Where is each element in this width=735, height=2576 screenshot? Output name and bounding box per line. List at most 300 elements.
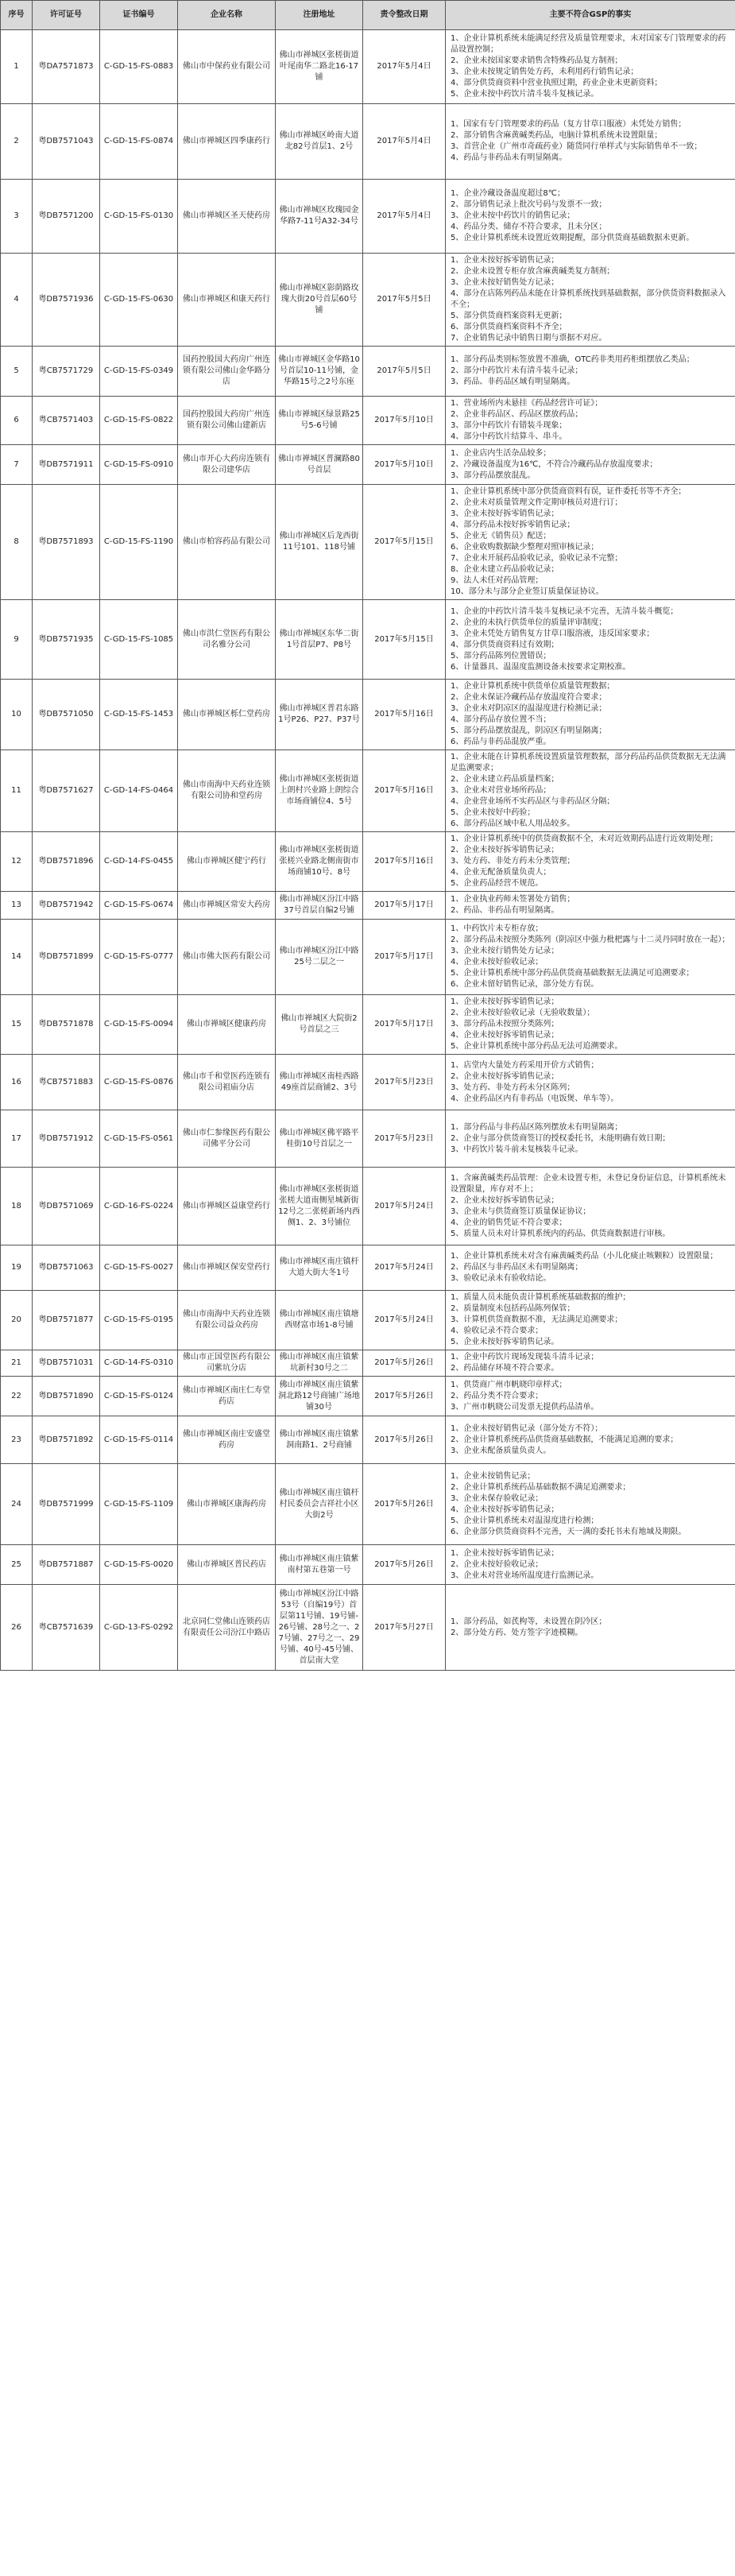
fact-line: 7、企业销售记录中销售日期与票据不对应。 bbox=[451, 334, 607, 343]
cell-facts bbox=[446, 832, 735, 892]
header-name: 企业名称 bbox=[178, 1, 276, 30]
fact-line: 3、药品、非药品区域有明显隔离。 bbox=[451, 378, 575, 386]
cell-name: 佛山市禅城区健宁药行 bbox=[178, 832, 276, 892]
cell-name: 佛山市开心大药房连锁有限公司建华店 bbox=[178, 445, 276, 485]
cell-name: 佛山市禅城区健康药房 bbox=[178, 995, 276, 1055]
cell-license: 粤DB7571877 bbox=[33, 1291, 100, 1350]
cell-address: 佛山市禅城区南庄镇杆村民委员会吉祥社小区大街2号 bbox=[276, 1464, 363, 1545]
cell-address: 佛山市禅城区影荫路玫瑰大街20号首层60号铺 bbox=[276, 254, 363, 347]
fact-line: 3、部分药品未按照分类陈列； bbox=[451, 1020, 559, 1028]
fact-line: 1、质量人员未能负责计算机系统基础数据的维护； bbox=[451, 1293, 631, 1302]
cell-facts bbox=[446, 347, 735, 397]
cell-name: 国药控股国大药房广州连锁有限公司佛山建新店 bbox=[178, 397, 276, 445]
fact-line: 2、企业未保证冷藏药品存放温度符合要求； bbox=[451, 693, 607, 702]
fact-line: 1、部分药品类别标签放置不准确，OTC药非类用药柜组摆放乙类品； bbox=[451, 355, 694, 364]
fact-line: 4、企业营业场所不实药品区与非药品区分隔； bbox=[451, 797, 615, 806]
cell-date: 2017年5月27日 bbox=[363, 1585, 446, 1671]
cell-facts bbox=[446, 750, 735, 832]
fact-line: 1、企业的中药饮片清斗装斗复核记录不完善，无清斗装斗概览； bbox=[451, 606, 679, 616]
table-row bbox=[1, 832, 735, 892]
cell-facts bbox=[446, 30, 735, 104]
cell-facts bbox=[446, 1464, 735, 1545]
cell-no: 15 bbox=[1, 995, 33, 1055]
cell-name: 佛山市禅城区普民药店 bbox=[178, 1545, 276, 1585]
cell-license: 粤DB7571890 bbox=[33, 1377, 100, 1416]
cell-no: 13 bbox=[1, 892, 33, 920]
cell-name: 佛山市中保药业有限公司 bbox=[178, 30, 276, 104]
fact-line: 6、企业收购数据缺少整理对照审核记录； bbox=[451, 543, 599, 552]
cell-cert: C-GD-15-FS-0561 bbox=[100, 1110, 178, 1168]
cell-date: 2017年5月16日 bbox=[363, 750, 446, 832]
cell-license: 粤CB7571883 bbox=[33, 1055, 100, 1110]
cell-no: 9 bbox=[1, 600, 33, 680]
cell-facts bbox=[446, 892, 735, 920]
cell-facts bbox=[446, 1291, 735, 1350]
fact-line: 4、部分供货商资料过有效期； bbox=[451, 640, 559, 649]
cell-cert: C-GD-15-FS-0114 bbox=[100, 1416, 178, 1464]
cell-address: 佛山市禅城区南庄镇塘西财富市场1-8号铺 bbox=[276, 1291, 363, 1350]
fact-line: 2、药品分类不符合要求； bbox=[451, 1391, 544, 1400]
cell-address: 佛山市禅城区南庄镇紫南村第五巷第一号 bbox=[276, 1545, 363, 1585]
fact-line: 4、部分在店陈列药品未能在计算机系统找到基础数据，部分供货资料数据录入不全； bbox=[451, 289, 726, 309]
header-cert: 证书编号 bbox=[100, 1, 178, 30]
table-row bbox=[1, 750, 735, 832]
cell-facts bbox=[446, 1545, 735, 1585]
fact-line: 1、企业执业药师未签署处方销售； bbox=[451, 895, 575, 904]
cell-no: 25 bbox=[1, 1545, 33, 1585]
cell-no: 4 bbox=[1, 254, 33, 347]
cell-license: 粤DB7571999 bbox=[33, 1464, 100, 1545]
cell-name: 佛山市南海中天药业连锁有限公司协和堂药房 bbox=[178, 750, 276, 832]
cell-address: 佛山市禅城区大院街2号首层之三 bbox=[276, 995, 363, 1055]
cell-cert: C-GD-16-FS-0224 bbox=[100, 1168, 178, 1245]
fact-line: 1、企业冷藏设备温度超过8℃； bbox=[451, 189, 565, 198]
cell-cert: C-GD-13-FS-0292 bbox=[100, 1585, 178, 1671]
cell-cert: C-GD-15-FS-0124 bbox=[100, 1377, 178, 1416]
cell-license: 粤DB7571878 bbox=[33, 995, 100, 1055]
fact-line: 4、验收记录不符合要求； bbox=[451, 1327, 544, 1335]
fact-line: 5、企业未按中药饮片清斗装斗复核记录。 bbox=[451, 90, 599, 99]
cell-facts bbox=[446, 104, 735, 180]
cell-date: 2017年5月4日 bbox=[363, 104, 446, 180]
cell-cert: C-GD-15-FS-1085 bbox=[100, 600, 178, 680]
cell-no: 2 bbox=[1, 104, 33, 180]
fact-line: 5、企业计算机系统中部分药品供货商基础数据无法满足可追溯要求； bbox=[451, 969, 694, 978]
fact-line: 9、法人未任对药品管理； bbox=[451, 576, 544, 585]
cell-address: 佛山市禅城区汾江中路37号首层自编2号铺 bbox=[276, 892, 363, 920]
fact-line: 1、企业计算机系统中的供货商数据不全，未对近效期药品进行近效期处理； bbox=[451, 835, 718, 843]
cell-address: 佛山市禅城区金华路10号首层10-11号铺，金华路15号之2号东座 bbox=[276, 347, 363, 397]
fact-line: 8、企业未建立药品验收记录； bbox=[451, 565, 559, 574]
cell-no: 17 bbox=[1, 1110, 33, 1168]
cell-date: 2017年5月24日 bbox=[363, 1245, 446, 1291]
cell-name: 佛山市正国堂医药有限公司紫坑分店 bbox=[178, 1350, 276, 1377]
fact-line: 5、部分药品陈列位置错误； bbox=[451, 651, 551, 660]
cell-license: 粤DB7571031 bbox=[33, 1350, 100, 1377]
cell-address: 佛山市禅城区佛平路平桂街10号首层之一 bbox=[276, 1110, 363, 1168]
cell-facts bbox=[446, 1350, 735, 1377]
fact-line: 5、企业计算机系统中部分药品无法可追溯要求。 bbox=[451, 1042, 623, 1051]
cell-date: 2017年5月23日 bbox=[363, 1110, 446, 1168]
fact-line: 1、企业计算机系统未能满足经营及质量管理要求，未对国家专门管理要求的药品设置控制； bbox=[451, 34, 726, 54]
cell-license: 粤DB7571043 bbox=[33, 104, 100, 180]
cell-name: 佛山市南海中天药业连锁有限公司益众药房 bbox=[178, 1291, 276, 1350]
cell-license: 粤DB7571942 bbox=[33, 892, 100, 920]
cell-facts bbox=[446, 1110, 735, 1168]
fact-line: 1、企业未按销售记录； bbox=[451, 1471, 536, 1481]
cell-license: 粤CB7571639 bbox=[33, 1585, 100, 1671]
fact-line: 4、部分供货商资料中营业执照过期，药业企业未更新资料； bbox=[451, 79, 663, 87]
cell-cert: C-GD-15-FS-0020 bbox=[100, 1545, 178, 1585]
cell-license: 粤DB7571896 bbox=[33, 832, 100, 892]
fact-line: 2、质量制度未包括药品陈列保管； bbox=[451, 1304, 575, 1313]
fact-line: 5、企业药品经营不规范。 bbox=[451, 879, 544, 888]
fact-line: 6、企业未留好销售记录，部分处方有误。 bbox=[451, 980, 599, 989]
table-row bbox=[1, 680, 735, 750]
cell-cert: C-GD-15-FS-1453 bbox=[100, 680, 178, 750]
cell-cert: C-GD-15-FS-1190 bbox=[100, 485, 178, 600]
table-row bbox=[1, 1377, 735, 1416]
cell-cert: C-GD-15-FS-0130 bbox=[100, 180, 178, 254]
fact-line: 3、验收记录未有验收结论。 bbox=[451, 1274, 551, 1283]
fact-line: 5、企业计算机系统未对温湿度进行检测； bbox=[451, 1516, 599, 1525]
cell-license: 粤DB7571892 bbox=[33, 1416, 100, 1464]
fact-line: 4、企业未按好拆零销售记录； bbox=[451, 1505, 559, 1514]
fact-line: 1、部分药品与非药品区陈列摆放未有明显隔离； bbox=[451, 1122, 623, 1132]
fact-line: 2、药品储存环境不符合要求。 bbox=[451, 1364, 559, 1373]
cell-name: 佛山市禅城区栎仁堂药房 bbox=[178, 680, 276, 750]
fact-line: 2、部分销售记录上批次号码与发票不一致； bbox=[451, 200, 607, 209]
table-row bbox=[1, 995, 735, 1055]
fact-line: 6、部分药品区域中私人用品较多。 bbox=[451, 819, 575, 828]
cell-no: 11 bbox=[1, 750, 33, 832]
cell-address: 佛山市禅城区后龙西街11号101、118号铺 bbox=[276, 485, 363, 600]
cell-date: 2017年5月10日 bbox=[363, 445, 446, 485]
cell-date: 2017年5月5日 bbox=[363, 254, 446, 347]
cell-date: 2017年5月26日 bbox=[363, 1464, 446, 1545]
table-row bbox=[1, 485, 735, 600]
fact-line: 2、企业未按好验收记录（无验收数量）； bbox=[451, 1009, 595, 1017]
fact-line: 1、企业中药饮片现场发现装斗清斗记录； bbox=[451, 1353, 599, 1362]
cell-no: 18 bbox=[1, 1168, 33, 1245]
table-body bbox=[1, 30, 735, 1671]
cell-no: 12 bbox=[1, 832, 33, 892]
cell-cert: C-GD-15-FS-0094 bbox=[100, 995, 178, 1055]
fact-line: 4、部分药品存放位置不当； bbox=[451, 715, 551, 724]
cell-license: 粤DB7571627 bbox=[33, 750, 100, 832]
cell-no: 20 bbox=[1, 1291, 33, 1350]
fact-line: 6、部分供货商档案资料不齐全； bbox=[451, 323, 567, 331]
cell-license: 粤CB7571403 bbox=[33, 397, 100, 445]
table-row bbox=[1, 600, 735, 680]
table-row bbox=[1, 1055, 735, 1110]
fact-line: 3、企业未按好拆零销售记录； bbox=[451, 509, 559, 518]
cell-date: 2017年5月26日 bbox=[363, 1545, 446, 1585]
cell-address: 佛山市禅城区岭南大道北82号首层1、2号 bbox=[276, 104, 363, 180]
fact-line: 3、处方药、非处方药未分区陈列； bbox=[451, 1083, 575, 1092]
fact-line: 5、部分供货商档案资料无更新； bbox=[451, 312, 567, 320]
fact-line: 6、企业部分供货商资料不完善，天一满的委托书未有地域及期限。 bbox=[451, 1527, 687, 1536]
fact-line: 7、企业未开展药品验收记录，验收记录不完整； bbox=[451, 554, 623, 563]
fact-line: 3、企业未对营业场所药品； bbox=[451, 786, 551, 795]
cell-address: 佛山市禅城区南庄镇杆大道大街大冬1号 bbox=[276, 1245, 363, 1291]
fact-line: 1、国家有专门管理要求的药品（复方甘草口服液）未凭处方销售； bbox=[451, 120, 687, 129]
table-row bbox=[1, 1245, 735, 1291]
cell-no: 1 bbox=[1, 30, 33, 104]
cell-facts bbox=[446, 1377, 735, 1416]
fact-line: 2、药品、非药品有明显隔离。 bbox=[451, 906, 559, 915]
fact-line: 4、药品分类、储存不符合要求，且未分区； bbox=[451, 223, 607, 231]
cell-name: 佛山市禅城区康海药房 bbox=[178, 1464, 276, 1545]
cell-facts bbox=[446, 254, 735, 347]
cell-no: 6 bbox=[1, 397, 33, 445]
table-row bbox=[1, 920, 735, 995]
table-row bbox=[1, 1464, 735, 1545]
table-row bbox=[1, 254, 735, 347]
fact-line: 2、企业未按好验收记录； bbox=[451, 1559, 544, 1569]
cell-cert: C-GD-15-FS-0630 bbox=[100, 254, 178, 347]
cell-cert: C-GD-15-FS-0195 bbox=[100, 1291, 178, 1350]
table-row bbox=[1, 347, 735, 397]
cell-cert: C-GD-15-FS-0883 bbox=[100, 30, 178, 104]
cell-date: 2017年5月17日 bbox=[363, 920, 446, 995]
cell-date: 2017年5月17日 bbox=[363, 995, 446, 1055]
fact-line: 1、企业店内生活杂品较多； bbox=[451, 448, 551, 458]
cell-facts bbox=[446, 1168, 735, 1245]
cell-name: 佛山市佛大医药有限公司 bbox=[178, 920, 276, 995]
fact-line: 1、企业计算机系统中部分供货商资料有误，证件委托书等不齐全； bbox=[451, 487, 687, 496]
cell-name: 佛山市禅城区和康天药行 bbox=[178, 254, 276, 347]
header-date: 责令整改日期 bbox=[363, 1, 446, 30]
cell-address: 佛山市禅城区东华二街1号首层P7、P8号 bbox=[276, 600, 363, 680]
fact-line: 3、企业未按规定销售处方药，未利用药行销售记录； bbox=[451, 68, 639, 76]
cell-facts bbox=[446, 1245, 735, 1291]
fact-line: 5、企业未按好拆零销售记录。 bbox=[451, 1338, 559, 1346]
fact-line: 2、部分处方药、处方签字字迹模糊。 bbox=[451, 1628, 583, 1637]
fact-line: 1、企业未按好销售记录（部分处方不符）； bbox=[451, 1424, 603, 1433]
cell-address: 佛山市禅城区南庄镇紫坑新村30号之二 bbox=[276, 1350, 363, 1377]
fact-line: 2、部分药品未按照分类陈列（阴凉区中强力枇杷露与十二灵丹同时放在一起）； bbox=[451, 935, 730, 944]
cell-address: 佛山市禅城区南桂西路49座首层商铺2、3号 bbox=[276, 1055, 363, 1110]
fact-line: 4、企业未按好验收记录； bbox=[451, 958, 544, 966]
cell-license: 粤DB7571069 bbox=[33, 1168, 100, 1245]
fact-line: 1、企业计算机系统中供货单位质量管理数据； bbox=[451, 682, 615, 691]
fact-line: 5、质量人员未对计算机系统内的药品、供货商数据进行审核。 bbox=[451, 1229, 671, 1238]
fact-line: 5、企业无《销售员》配送； bbox=[451, 532, 551, 540]
fact-line: 5、部分药品摆放混乱，阴凉区有明显隔离； bbox=[451, 726, 607, 735]
cell-address: 佛山市禅城区汾江中路25号二层之一 bbox=[276, 920, 363, 995]
fact-line: 1、店堂内大量处方药采用开价方式销售； bbox=[451, 1060, 599, 1070]
cell-cert: C-GD-15-FS-0910 bbox=[100, 445, 178, 485]
table-row bbox=[1, 1545, 735, 1585]
cell-no: 16 bbox=[1, 1055, 33, 1110]
fact-line: 1、企业未按好拆零销售记录； bbox=[451, 997, 559, 1006]
fact-line: 3、企业未与供货商签订质量保证协议； bbox=[451, 1207, 591, 1216]
cell-address: 佛山市禅城区张槎街道叶尾南华二路北16-17铺 bbox=[276, 30, 363, 104]
fact-line: 5、企业未按好中药验； bbox=[451, 808, 536, 817]
cell-date: 2017年5月4日 bbox=[363, 180, 446, 254]
cell-facts bbox=[446, 1055, 735, 1110]
cell-license: 粤DB7571063 bbox=[33, 1245, 100, 1291]
fact-line: 1、供货商广州市帆晓印章样式； bbox=[451, 1380, 567, 1389]
fact-line: 3、处方药、非处方药未分类管理； bbox=[451, 857, 575, 866]
cell-no: 8 bbox=[1, 485, 33, 600]
cell-cert: C-GD-14-FS-0455 bbox=[100, 832, 178, 892]
table-row bbox=[1, 1585, 735, 1671]
cell-name: 佛山市千和堂医药连锁有限公司祖庙分店 bbox=[178, 1055, 276, 1110]
cell-no: 23 bbox=[1, 1416, 33, 1464]
cell-facts bbox=[446, 485, 735, 600]
cell-facts bbox=[446, 180, 735, 254]
cell-name: 佛山市禅城区益康堂药行 bbox=[178, 1168, 276, 1245]
cell-license: 粤DB7571050 bbox=[33, 680, 100, 750]
fact-line: 6、计量器具、温湿度监测设备未按要求定期校准。 bbox=[451, 662, 631, 672]
fact-line: 3、部分药品摆放混乱。 bbox=[451, 471, 536, 480]
cell-address: 佛山市禅城区普君东路1号P26、P27、P37号 bbox=[276, 680, 363, 750]
cell-license: 粤DB7571936 bbox=[33, 254, 100, 347]
cell-facts bbox=[446, 445, 735, 485]
cell-no: 14 bbox=[1, 920, 33, 995]
fact-line: 1、营业场所内未悬挂《药品经营许可证》； bbox=[451, 399, 603, 408]
cell-address: 佛山市禅城区汾江中路53号（自编19号）首层第11号铺、19号铺-26号铺、28号之一、27号铺、27号之一、29号铺、40号-45号铺、首层南大堂 bbox=[276, 1585, 363, 1671]
cell-date: 2017年5月24日 bbox=[363, 1168, 446, 1245]
table-row bbox=[1, 30, 735, 104]
cell-address: 佛山市禅城区张槎街道张槎大道南侧星城新街12号之二张槎新场内西侧1、2、3号铺位 bbox=[276, 1168, 363, 1245]
cell-cert: C-GD-15-FS-0777 bbox=[100, 920, 178, 995]
fact-line: 3、部分中药饮片有错装斗现象； bbox=[451, 421, 567, 430]
cell-date: 2017年5月16日 bbox=[363, 680, 446, 750]
cell-address: 佛山市禅城区普澜路80号首层 bbox=[276, 445, 363, 485]
fact-line: 1、企业未按好拆零销售记录； bbox=[451, 256, 559, 265]
fact-line: 1、企业计算机系统未对含有麻黄碱类药品（小儿化痰止咳颗粒）设置限量； bbox=[451, 1252, 718, 1261]
fact-line: 3、首营企业（广州市奇疏药业）随货同行单样式与实际销售单不一致； bbox=[451, 142, 702, 151]
header-facts: 主要不符合GSP的事实 bbox=[446, 1, 735, 30]
fact-line: 2、企业计算机系统药品基础数据不满足追溯要求； bbox=[451, 1482, 631, 1492]
cell-license: 粤DB7571899 bbox=[33, 920, 100, 995]
table-row bbox=[1, 1416, 735, 1464]
fact-line: 10、部分未与部分企业签订质量保证协议。 bbox=[451, 587, 604, 596]
fact-line: 3、中药饮片装斗前未复核装斗记录。 bbox=[451, 1145, 583, 1154]
cell-name: 佛山市洪仁堂医药有限公司名雅分公司 bbox=[178, 600, 276, 680]
cell-license: 粤DB7571912 bbox=[33, 1110, 100, 1168]
fact-line: 1、含麻黄碱类药品管理：企业未设置专柜，未登记身份证信息，计算机系统未设置限量，库存对不上； bbox=[451, 1173, 726, 1194]
table-row bbox=[1, 1110, 735, 1168]
fact-line: 3、企业未按中药饮片的销售记录； bbox=[451, 211, 575, 220]
cell-no: 22 bbox=[1, 1377, 33, 1416]
cell-cert: C-GD-14-FS-0310 bbox=[100, 1350, 178, 1377]
cell-date: 2017年5月26日 bbox=[363, 1350, 446, 1377]
cell-cert: C-GD-15-FS-0674 bbox=[100, 892, 178, 920]
fact-line: 4、部分中药饮片结算斗、串斗。 bbox=[451, 432, 567, 441]
fact-line: 2、药品区与非药品区未有明显隔离； bbox=[451, 1263, 583, 1272]
cell-date: 2017年5月24日 bbox=[363, 1291, 446, 1350]
table-row bbox=[1, 1291, 735, 1350]
cell-name: 佛山市柏容药品有限公司 bbox=[178, 485, 276, 600]
cell-facts bbox=[446, 1416, 735, 1464]
fact-line: 2、企业未设置专柜存放含麻黄碱类复方制剂； bbox=[451, 267, 615, 276]
header-row bbox=[1, 1, 735, 30]
cell-address: 佛山市禅城区南庄镇紫洞南路1、2号商铺 bbox=[276, 1416, 363, 1464]
cell-name: 北京同仁堂佛山连锁药店有限责任公司汾江中路店 bbox=[178, 1585, 276, 1671]
fact-line: 3、企业未按好销售处方记录； bbox=[451, 278, 559, 287]
fact-line: 2、企业非药品区、药品区摆放药品； bbox=[451, 410, 583, 419]
table-row bbox=[1, 104, 735, 180]
cell-license: 粤DA7571873 bbox=[33, 30, 100, 104]
fact-line: 5、企业计算机系统未设置近效期提醒，部分供货商基础数据未更新。 bbox=[451, 234, 694, 242]
fact-line: 4、企业药品区内有非药品（电饭煲、单车等）。 bbox=[451, 1094, 619, 1103]
cell-cert: C-GD-14-FS-0464 bbox=[100, 750, 178, 832]
fact-line: 3、广州市帆晓公司发票无提供药品清单。 bbox=[451, 1402, 599, 1412]
table-row bbox=[1, 1168, 735, 1245]
fact-line: 2、企业未按国家要求销售含特殊药品复方制剂； bbox=[451, 56, 623, 65]
fact-line: 2、企业的未执行供货单位的质量评审制度； bbox=[451, 618, 607, 627]
cell-date: 2017年5月16日 bbox=[363, 832, 446, 892]
fact-line: 4、企业的销售凭证不符合要求； bbox=[451, 1218, 567, 1227]
cell-date: 2017年5月26日 bbox=[363, 1416, 446, 1464]
cell-date: 2017年5月15日 bbox=[363, 600, 446, 680]
fact-line: 3、企业未凭处方销售复方甘草口服溶液，违反国家要求； bbox=[451, 629, 655, 638]
fact-line: 2、企业未建立药品质量档案； bbox=[451, 775, 559, 784]
cell-cert: C-GD-15-FS-0349 bbox=[100, 347, 178, 397]
cell-cert: C-GD-15-FS-0027 bbox=[100, 1245, 178, 1291]
cell-no: 19 bbox=[1, 1245, 33, 1291]
fact-line: 3、企业未按行销售处方记录； bbox=[451, 947, 559, 955]
cell-date: 2017年5月10日 bbox=[363, 397, 446, 445]
cell-address: 佛山市禅城区南庄镇紫洞北路12号商铺广场地铺30号 bbox=[276, 1377, 363, 1416]
cell-no: 7 bbox=[1, 445, 33, 485]
cell-date: 2017年5月15日 bbox=[363, 485, 446, 600]
fact-line: 4、企业未按好拆零销售记录； bbox=[451, 1031, 559, 1040]
fact-line: 4、部分药品未按好拆零销售记录； bbox=[451, 521, 575, 529]
header-license: 许可证号 bbox=[33, 1, 100, 30]
cell-license: 粤CB7571729 bbox=[33, 347, 100, 397]
cell-facts bbox=[446, 680, 735, 750]
table-row bbox=[1, 397, 735, 445]
fact-line: 2、冷藏设备温度为16℃，不符合冷藏药品存放温度要求； bbox=[451, 459, 658, 469]
cell-name: 佛山市禅城区圣天使药房 bbox=[178, 180, 276, 254]
cell-license: 粤DB7571911 bbox=[33, 445, 100, 485]
table-row bbox=[1, 892, 735, 920]
cell-address: 佛山市禅城区张槎街道张槎兴业路北侧南街市场商铺10号、8号 bbox=[276, 832, 363, 892]
cell-facts bbox=[446, 995, 735, 1055]
cell-date: 2017年5月4日 bbox=[363, 30, 446, 104]
cell-no: 26 bbox=[1, 1585, 33, 1671]
fact-line: 1、部分药品，如芪枸等，未设置在阴冷区； bbox=[451, 1617, 607, 1626]
fact-line: 6、药品与非药品混放严重。 bbox=[451, 738, 551, 746]
fact-line: 1、企业未按好拆零销售记录； bbox=[451, 1548, 559, 1558]
header-address: 注册地址 bbox=[276, 1, 363, 30]
cell-license: 粤DB7571893 bbox=[33, 485, 100, 600]
fact-line: 4、药品与非药品未有明显隔离。 bbox=[451, 153, 567, 162]
cell-address: 佛山市禅城区张槎街道上朗村兴业路上朗综合市场商铺位4、5号 bbox=[276, 750, 363, 832]
cell-facts bbox=[446, 397, 735, 445]
fact-line: 2、企业未按好拆零销售记录； bbox=[451, 1195, 559, 1205]
cell-no: 10 bbox=[1, 680, 33, 750]
cell-facts bbox=[446, 1585, 735, 1671]
cell-no: 3 bbox=[1, 180, 33, 254]
cell-facts bbox=[446, 920, 735, 995]
fact-line: 2、企业计算机系统药品供货商基础数据，不能满足追溯的要求； bbox=[451, 1435, 679, 1444]
cell-no: 21 bbox=[1, 1350, 33, 1377]
cell-name: 佛山市禅城区保安堂药行 bbox=[178, 1245, 276, 1291]
fact-line: 4、企业无配备质量负责人； bbox=[451, 868, 551, 877]
cell-address: 佛山市禅城区玫瑰园金华路7-11号A32-34号 bbox=[276, 180, 363, 254]
fact-line: 3、企业未对阴凉区的温湿度进行检测记录； bbox=[451, 704, 607, 713]
cell-cert: C-GD-15-FS-1109 bbox=[100, 1464, 178, 1545]
fact-line: 2、企业未按好拆零销售记录； bbox=[451, 1071, 559, 1081]
cell-name: 佛山市禅城区南庄仁寿堂药店 bbox=[178, 1377, 276, 1416]
cell-date: 2017年5月17日 bbox=[363, 892, 446, 920]
